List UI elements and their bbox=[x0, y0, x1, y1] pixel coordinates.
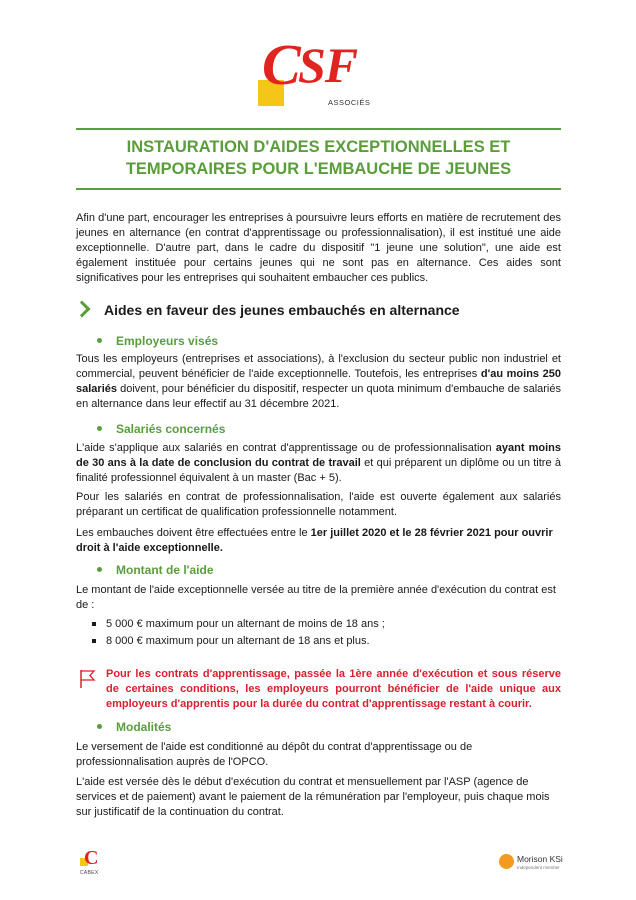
subheading-salaries bbox=[97, 422, 225, 438]
salaries-text-2: et qui préparent un diplôme ou un titre à finalité professionnel équivalent à un master (Bac + 5). bbox=[76, 457, 561, 484]
logo-letters-sf: SF bbox=[298, 37, 358, 93]
list-item-text: 8 000 € maximum pour un alternant de 18 ans et plus. bbox=[106, 635, 370, 647]
title-rule-top bbox=[76, 128, 561, 130]
montant-paragraph: Le montant de l'aide exceptionnelle versée au titre de la première année d'exécution du contrat est de : bbox=[76, 584, 556, 611]
bullet-dot-icon bbox=[97, 426, 102, 431]
section-heading bbox=[76, 302, 561, 322]
subheading-modalites bbox=[97, 720, 171, 736]
list-item bbox=[92, 634, 552, 651]
subheading-employeurs bbox=[97, 334, 218, 350]
important-note: Pour les contrats d'apprentissage, passée la 1ère année d'exécution et sous réserve de certaines conditions, les employeurs pourront bénéficier de l'aide unique aux employeurs d'apprentis pour la durée du contrat d'apprentissage restant à courir. bbox=[106, 668, 561, 710]
modalites-paragraph-1: Le versement de l'aide est conditionné au dépôt du contrat d'apprentissage ou de professionnalisation auprès de l'OPCO. bbox=[76, 741, 473, 768]
salaries-text-3: Les embauches doivent être effectuées entre le bbox=[76, 527, 311, 539]
cabex-letter: C bbox=[84, 847, 99, 869]
subheading-montant bbox=[97, 563, 214, 579]
section-title: Aides en faveur des jeunes embauchés en alternance bbox=[104, 302, 460, 318]
bullet-dot-icon bbox=[97, 724, 102, 729]
cabex-text: CABEX bbox=[80, 870, 99, 876]
salaries-text-3-bold: 1er juillet 2020 et le 28 février 2021 pour ouvrir droit à l'aide exceptionnelle. bbox=[76, 527, 553, 554]
square-bullet-icon bbox=[92, 622, 96, 626]
logo-letter-c: C bbox=[262, 32, 301, 97]
intro-paragraph: Afin d'une part, encourager les entreprises à poursuivre leurs efforts en matière de recrutement des jeunes en alternance (en contrat d'apprentissage ou professionnalisation), il est institué une aide exceptionnelle. D'autre part, dans le cadre du dispositif "1 jeune une solution", une aide est également instituée pour certains jeunes qui ne sont pas en alternance. Ces aides sont significatives pour les entreprises qui souhaitent embaucher ces publics. bbox=[76, 212, 561, 284]
employeurs-text-1: Tous les employeurs (entreprises et associations), à l'exclusion du secteur public non industriel et commercial, peuvent bénéficier de l'aide exceptionnelle. Toutefois, les entreprises bbox=[76, 353, 561, 380]
employeurs-text-2: doivent, pour bénéficier du dispositif, respecter un quota minimum d'embauche de salariés en alternance dans leur effectif au 31 décembre 2021. bbox=[76, 383, 561, 410]
bullet-dot-icon bbox=[97, 338, 102, 343]
list-item-text: 5 000 € maximum pour un alternant de moins de 18 ans ; bbox=[106, 618, 385, 630]
salaries-paragraph-2: Pour les salariés en contrat de professionnalisation, l'aide est ouverte également aux salariés préparant un certificat de qualification professionnelle notamment. bbox=[76, 491, 561, 518]
salaries-text-bold: ayant moins de 30 ans à la date de conclusion du contrat de travail bbox=[76, 442, 561, 469]
subheading-modalites-label: Modalités bbox=[116, 720, 172, 734]
chevron-right-icon bbox=[74, 301, 91, 318]
subheading-salaries-label: Salariés concernés bbox=[116, 422, 226, 436]
bullet-dot-icon bbox=[97, 567, 102, 572]
flag-icon bbox=[78, 669, 100, 689]
morison-ksi-name: Morison KSi bbox=[517, 854, 563, 864]
employeurs-text-bold: d'au moins 250 salariés bbox=[76, 368, 561, 395]
logo-subtitle: ASSOCIÉS bbox=[328, 98, 371, 107]
morison-ksi-tagline: Independent member bbox=[517, 865, 560, 870]
morison-ksi-icon bbox=[499, 854, 514, 869]
csf-logo bbox=[258, 32, 378, 114]
salaries-paragraph-1 bbox=[76, 441, 561, 486]
cabex-logo bbox=[80, 848, 106, 878]
page-title-line2: TEMPORAIRES POUR L'EMBAUCHE DE JEUNES bbox=[125, 160, 512, 178]
modalites-paragraph-2: L'aide est versée dès le début d'exécution du contrat et mensuellement par l'ASP (agence de services et de paiement) avant le paiement de la rémunération par l'employeur, puis chaque mois sur justificatif de la continuation du contrat. bbox=[76, 776, 550, 818]
montant-list bbox=[92, 617, 552, 651]
list-item bbox=[92, 617, 552, 634]
subheading-employeurs-label: Employeurs visés bbox=[116, 334, 219, 348]
morison-ksi-logo bbox=[499, 852, 569, 874]
title-rule-bottom bbox=[76, 188, 561, 190]
salaries-paragraph-3 bbox=[76, 526, 561, 556]
salaries-text-1: L'aide s'applique aux salariés en contrat d'apprentissage ou de professionnalisation bbox=[76, 442, 496, 454]
page-title-line1: INSTAURATION D'AIDES EXCEPTIONNELLES ET bbox=[126, 138, 511, 156]
employeurs-paragraph bbox=[76, 352, 561, 412]
page-title bbox=[76, 136, 561, 180]
subheading-montant-label: Montant de l'aide bbox=[116, 563, 214, 577]
square-bullet-icon bbox=[92, 639, 96, 643]
